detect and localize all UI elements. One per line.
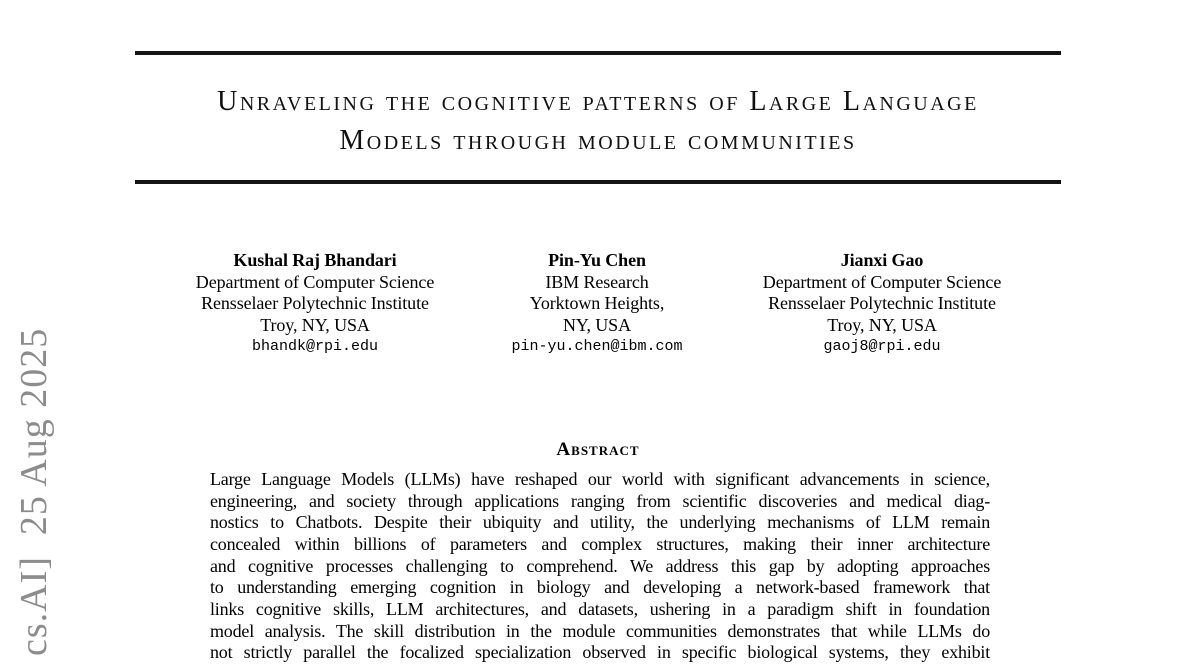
abstract-line: concealed within billions of parameters and complex structures, making their inner architecture bbox=[210, 533, 990, 554]
abstract-heading: Abstract bbox=[556, 439, 640, 460]
abstract-text bbox=[210, 469, 990, 664]
author-block-bhandari bbox=[196, 250, 434, 358]
abstract-line: and cognitive processes challenging to comprehend. We address this gap by adopting approaches bbox=[210, 555, 990, 576]
author-affiliation-line: Yorktown Heights, bbox=[529, 293, 665, 313]
author-affiliation-line: Troy, NY, USA bbox=[260, 314, 370, 335]
author-affiliation-line: Department of Computer Science bbox=[195, 271, 435, 292]
author-affiliation-line: Troy, NY, USA bbox=[827, 314, 937, 335]
title-rule-bottom bbox=[135, 180, 1061, 184]
author-block-chen bbox=[511, 250, 682, 358]
abstract-line: engineering, and society through applications ranging from scientific discoveries and medical diag- bbox=[210, 490, 990, 511]
paper-title bbox=[135, 82, 1061, 160]
author-name: Pin-Yu Chen bbox=[548, 250, 646, 270]
abstract-line-clipped: not strictly parallel the focalized specialization observed in specific biological systems, they exhibit bbox=[210, 642, 990, 663]
author-block-gao bbox=[763, 250, 1001, 358]
author-email: bhandk@rpi.edu bbox=[251, 338, 379, 355]
author-name: Jianxi Gao bbox=[840, 250, 924, 270]
author-affiliation-line: Rensselaer Polytechnic Institute bbox=[768, 293, 996, 313]
abstract-line: Large Language Models (LLMs) have reshaped our world with significant advancements in science, bbox=[210, 469, 990, 489]
title-rule-top bbox=[135, 51, 1061, 55]
author-affiliation-line: IBM Research bbox=[545, 271, 649, 292]
abstract-line: model analysis. The skill distribution in the module communities demonstrates that while LLMs do bbox=[210, 620, 990, 641]
abstract-line: links cognitive skills, LLM architectures, and datasets, ushering in a paradigm shift in foundation bbox=[210, 598, 990, 619]
paper-title-line1: Unraveling the cognitive patterns of Large Language bbox=[217, 86, 979, 117]
abstract-line: nostics to Chatbots. Despite their ubiquity and utility, the underlying mechanisms of LLM remain bbox=[210, 512, 990, 533]
author-name: Kushal Raj Bhandari bbox=[233, 250, 397, 270]
paper-title-line2: Models through module communities bbox=[339, 125, 857, 156]
author-affiliation-line: Department of Computer Science bbox=[762, 271, 1002, 292]
author-affiliation-line: Rensselaer Polytechnic Institute bbox=[201, 293, 429, 313]
abstract-line: to understanding emerging cognition in biology and developing a network-based framework that bbox=[210, 577, 990, 598]
arxiv-watermark: cs.AI] 25 Aug 2025 bbox=[13, 327, 55, 656]
author-email: pin-yu.chen@ibm.com bbox=[511, 338, 683, 355]
author-email: gaoj8@rpi.edu bbox=[823, 338, 941, 355]
author-affiliation-line: NY, USA bbox=[563, 314, 631, 335]
